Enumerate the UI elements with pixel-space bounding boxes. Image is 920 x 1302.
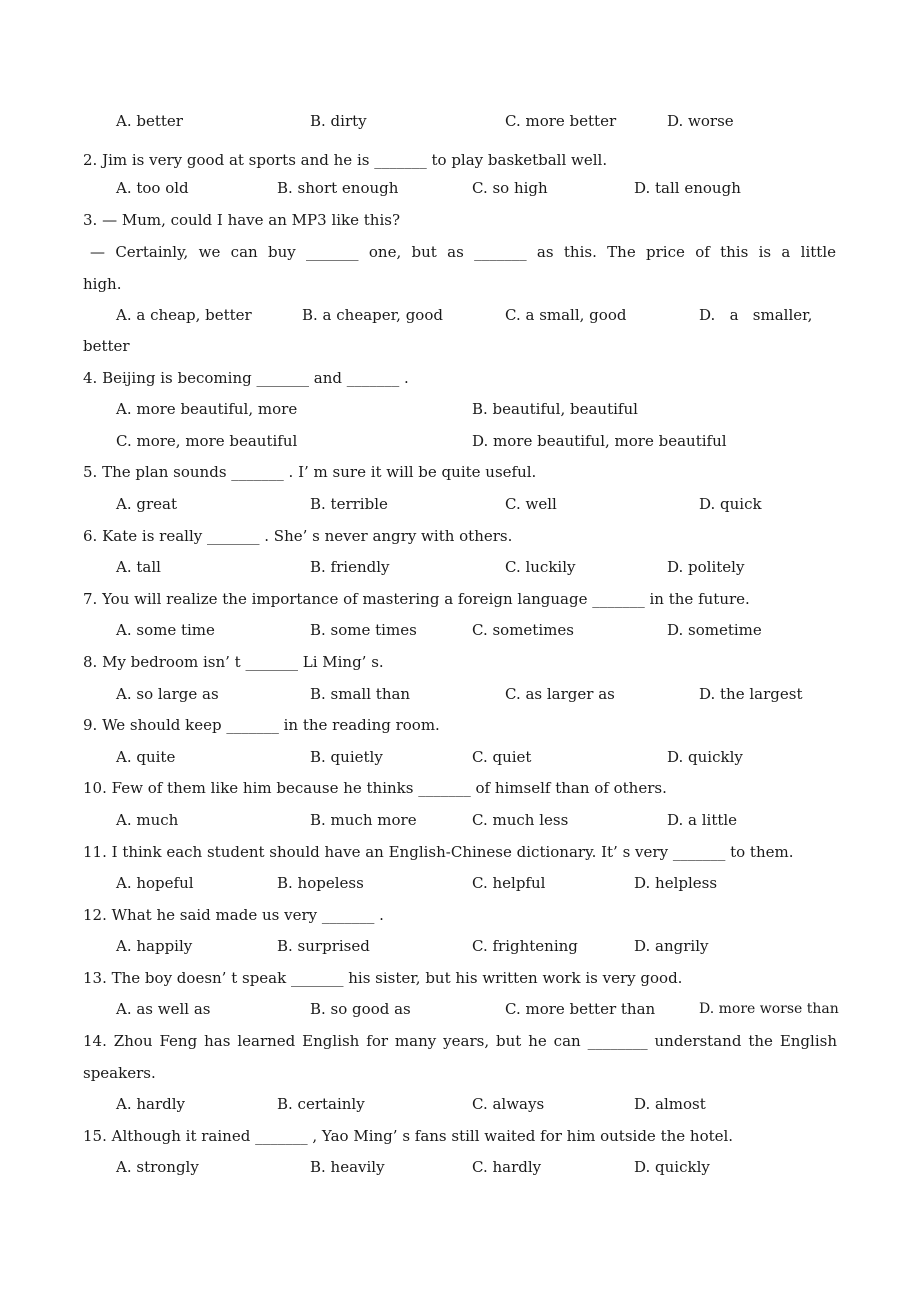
q10-stem: 10. Few of them like him because he thinks _______ of himself than of others.	[83, 779, 667, 797]
q7-option-b: B. some times	[310, 621, 417, 639]
q11-stem: 11. I think each student should have an English-Chinese dictionary. It’ s very _______ to them.	[83, 843, 794, 861]
q6-option-a: A. tall	[116, 558, 161, 576]
q15-option-b: B. heavily	[310, 1158, 385, 1176]
q10-option-d: D. a little	[667, 811, 738, 829]
q8-option-a: A. so large as	[116, 685, 219, 703]
q3-option-d-continued: better	[83, 337, 130, 355]
q1-option-a: A. better	[116, 112, 183, 130]
q7-option-c: C. sometimes	[472, 621, 574, 639]
q1-option-b: B. dirty	[310, 112, 367, 130]
q4-option-a: A. more beautiful, more	[116, 400, 298, 418]
q1-option-d: D. worse	[667, 112, 734, 130]
q10-option-c: C. much less	[472, 811, 569, 829]
q10-option-a: A. much	[116, 811, 179, 829]
q5-option-c: C. well	[505, 495, 557, 513]
q12-option-d: D. angrily	[634, 937, 709, 955]
q15-option-a: A. strongly	[116, 1158, 199, 1176]
q3-option-c: C. a small, good	[505, 306, 627, 324]
q4-stem: 4. Beijing is becoming _______ and _______ .	[83, 369, 409, 387]
q5-option-d: D. quick	[699, 495, 762, 513]
q9-option-d: D. quickly	[667, 748, 743, 766]
q13-option-b: B. so good as	[310, 1000, 411, 1018]
q4-option-c: C. more, more beautiful	[116, 432, 298, 450]
q2-stem: 2. Jim is very good at sports and he is _______ to play basketball well.	[83, 151, 608, 169]
q11-option-a: A. hopeful	[116, 874, 194, 892]
q14-option-a: A. hardly	[116, 1095, 186, 1113]
q11-option-c: C. helpful	[472, 874, 546, 892]
q5-stem: 5. The plan sounds _______ . I’ m sure it will be quite useful.	[83, 463, 537, 481]
q5-option-a: A. great	[116, 495, 177, 513]
q12-option-a: A. happily	[116, 937, 193, 955]
q9-option-a: A. quite	[116, 748, 176, 766]
q3-stem: 3. — Mum, could I have an MP3 like this?	[83, 211, 400, 229]
q4-option-b: B. beautiful, beautiful	[472, 400, 638, 418]
q13-option-a: A. as well as	[116, 1000, 211, 1018]
q15-option-c: C. hardly	[472, 1158, 542, 1176]
q4-option-d: D. more beautiful, more beautiful	[472, 432, 727, 450]
q3-option-a: A. a cheap, better	[116, 306, 252, 324]
q1-option-c: C. more better	[505, 112, 617, 130]
q13-stem: 13. The boy doesn’ t speak _______ his sister, but his written work is very good.	[83, 969, 683, 987]
q3-stem-line3: high.	[83, 275, 122, 293]
q12-stem: 12. What he said made us very _______ .	[83, 906, 384, 924]
q2-option-b: B. short enough	[277, 179, 399, 197]
q11-option-b: B. hopeless	[277, 874, 364, 892]
q2-option-d: D. tall enough	[634, 179, 741, 197]
q2-option-a: A. too old	[116, 179, 189, 197]
q7-stem: 7. You will realize the importance of mastering a foreign language _______ in the future.	[83, 590, 750, 608]
q13-option-d: D. more worse than	[699, 1001, 839, 1017]
q9-option-b: B. quietly	[310, 748, 383, 766]
q7-option-a: A. some time	[116, 621, 215, 639]
q15-option-d: D. quickly	[634, 1158, 710, 1176]
q6-option-b: B. friendly	[310, 558, 390, 576]
q14-option-d: D. almost	[634, 1095, 706, 1113]
q6-option-d: D. politely	[667, 558, 745, 576]
q8-option-c: C. as larger as	[505, 685, 615, 703]
q3-stem-line2: — Certainly, we can buy _______ one, but as _______ as this. The price of this is a little	[90, 243, 836, 261]
q9-option-c: C. quiet	[472, 748, 532, 766]
q6-option-c: C. luckily	[505, 558, 576, 576]
q12-option-c: C. frightening	[472, 937, 578, 955]
q8-option-b: B. small than	[310, 685, 411, 703]
q14-option-c: C. always	[472, 1095, 545, 1113]
q15-stem: 15. Although it rained _______ , Yao Ming’ s fans still waited for him outside the hotel.	[83, 1127, 734, 1145]
q2-option-c: C. so high	[472, 179, 548, 197]
q3-option-d: D. a smaller,	[699, 306, 813, 324]
q7-option-d: D. sometime	[667, 621, 762, 639]
q11-option-d: D. helpless	[634, 874, 718, 892]
q6-stem: 6. Kate is really _______ . She’ s never angry with others.	[83, 527, 513, 545]
q14-option-b: B. certainly	[277, 1095, 365, 1113]
q5-option-b: B. terrible	[310, 495, 388, 513]
q13-option-c: C. more better than	[505, 1000, 656, 1018]
q10-option-b: B. much more	[310, 811, 417, 829]
q9-stem: 9. We should keep _______ in the reading room.	[83, 716, 440, 734]
q12-option-b: B. surprised	[277, 937, 370, 955]
q8-stem: 8. My bedroom isn’ t _______ Li Ming’ s.	[83, 653, 384, 671]
q14-stem: 14. Zhou Feng has learned English for many years, but he can ________ understand the English	[83, 1032, 837, 1050]
q3-option-b: B. a cheaper, good	[302, 306, 443, 324]
q14-stem-line2: speakers.	[83, 1064, 156, 1082]
q8-option-d: D. the largest	[699, 685, 803, 703]
